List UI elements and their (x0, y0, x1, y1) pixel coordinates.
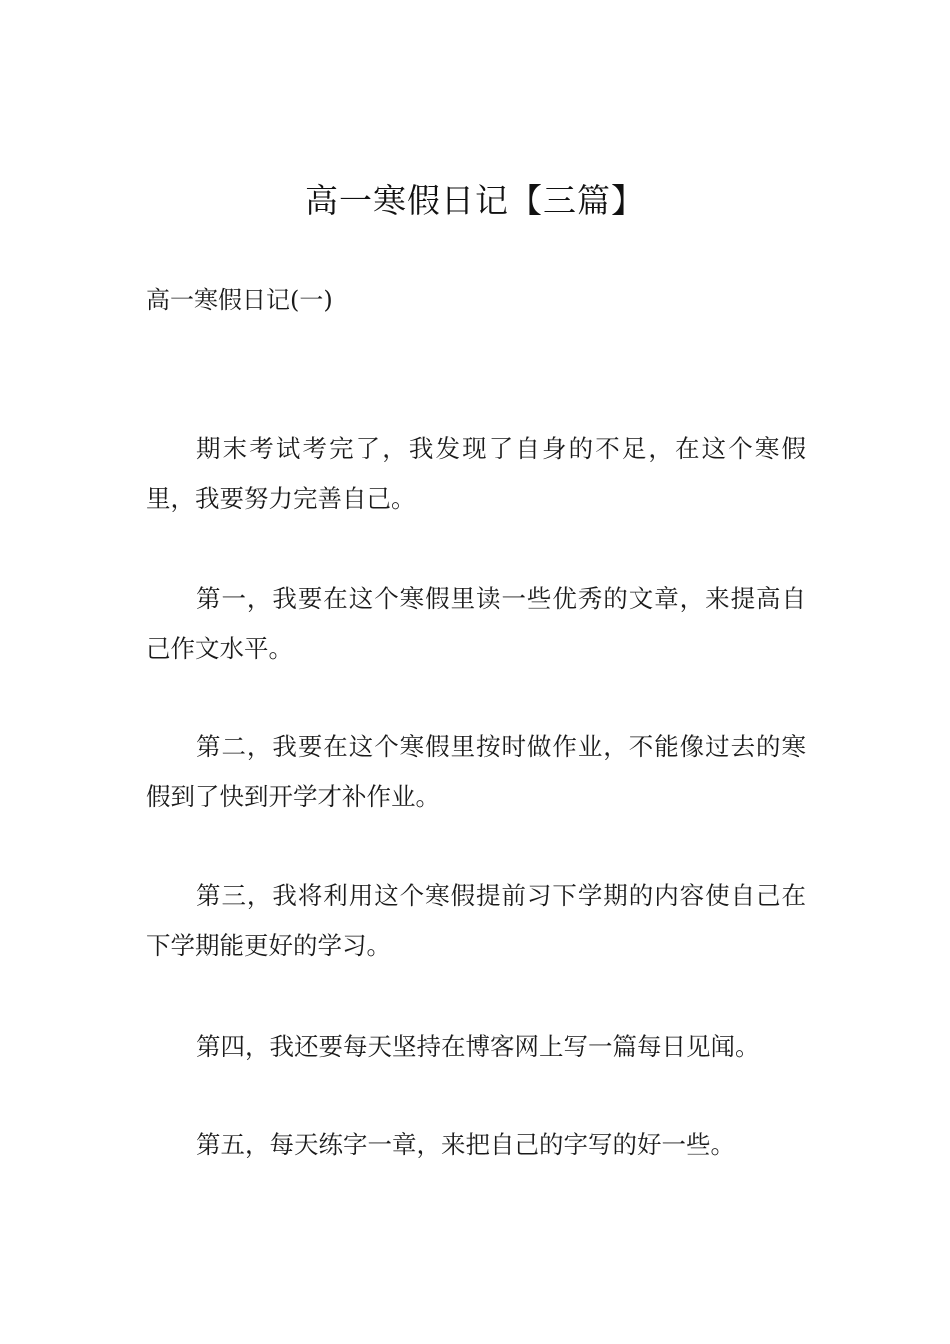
paragraph-second: 第二，我要在这个寒假里按时做作业，不能像过去的寒假到了快到开学才补作业。 (146, 732, 806, 811)
paragraph-first: 第一，我要在这个寒假里读一些优秀的文章，来提高自己作文水平。 (146, 584, 806, 663)
paragraph-intro: 期末考试考完了，我发现了自身的不足，在这个寒假里，我要努力完善自己。 (146, 434, 806, 513)
paragraph-fourth: 第四，我还要每天坚持在博客网上写一篇每日见闻。 (196, 1032, 760, 1061)
document-title: 高一寒假日记【三篇】 (305, 181, 645, 220)
paragraph-third: 第三，我将利用这个寒假提前习下学期的内容使自己在下学期能更好的学习。 (146, 881, 806, 960)
section-heading: 高一寒假日记(一) (146, 286, 333, 314)
paragraph-fifth: 第五，每天练字一章，来把自己的字写的好一些。 (196, 1130, 735, 1159)
